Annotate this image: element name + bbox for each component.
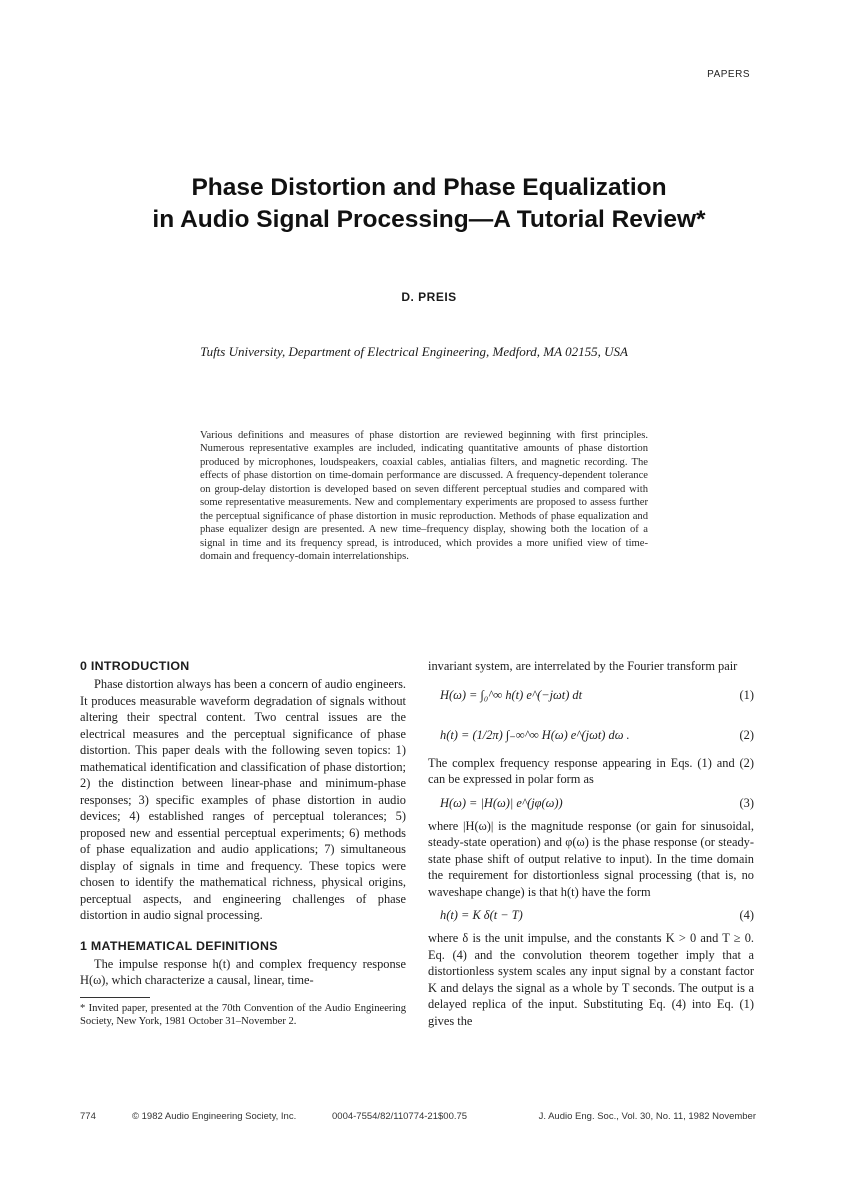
equation-3-expression: H(ω) = |H(ω)| e^(jφ(ω)) <box>440 795 563 810</box>
author-name: D. PREIS <box>401 290 457 304</box>
right-paragraph-1: invariant system, are interrelated by the Fourier transform pair <box>428 659 738 673</box>
abstract: Various definitions and measures of phase distortion are reviewed beginning with first principles. Numerous representative examples are included, indicating quantitative amounts of phase distortion produced by microphones, loudspeakers, coaxial cables, antialias filters, and magnetic recording. The effects of phase distortion on time-domain performance are discussed. A frequency-dependent tolerance on group-delay distortion is developed based on seven different perceptual studies and compared with some representative measurements. New and complementary experiments are proposed to assess further the perceptual significance of phase distortion in music reproduction. Methods of phase equalization and phase equalizer design are presented. A new time–frequency display, showing both the location of a signal in time and its frequency spread, is introduced, which provides a more unified view of time-domain and frequency-domain interrelationships. <box>200 429 648 563</box>
equation-3 <box>428 788 754 818</box>
equation-2 <box>428 715 754 755</box>
right-paragraph-4: where δ is the unit impulse, and the constants K > 0 and T ≥ 0. Eq. (4) and the convolution theorem together imply that a distortionless system scales any input signal by a constant factor K and delays the signal as a whole by T seconds. The output is a delayed replica of the input. Substituting Eq. (4) into Eq. (1) gives the <box>428 931 754 1028</box>
equation-1-expression: H(ω) = ∫₀^∞ h(t) e^(−jωt) dt <box>440 687 583 702</box>
right-paragraph-2: The complex frequency response appearing in Eqs. (1) and (2) can be expressed in polar form as <box>428 755 754 786</box>
equation-2-expression: h(t) = (1/2π) ∫₋∞^∞ H(ω) e^(jωt) dω . <box>440 727 630 742</box>
right-column <box>428 658 754 1029</box>
math-paragraph: The impulse response h(t) and complex frequency response H(ω), which characterize a causal, linear, time- <box>80 956 406 987</box>
page-number: 774 <box>80 1111 96 1122</box>
equation-2-number: (2) <box>739 727 754 742</box>
copyright-notice: © 1982 Audio Engineering Society, Inc. <box>132 1111 297 1122</box>
footnote-rule <box>80 997 150 998</box>
right-paragraph-3: where |H(ω)| is the magnitude response (or gain for sinusoidal, steady-state operation) and φ(ω) is the phase response (or steady-state phase shift of output relative to input). In the time domain the requirement for distortionless signal processing (that is, no waveshape change) is that h(t) have the form <box>428 818 754 899</box>
equation-4-number: (4) <box>739 908 754 922</box>
article-title <box>0 172 858 236</box>
title-line-2: in Audio Signal Processing—A Tutorial Review* <box>152 206 706 233</box>
equation-3-number: (3) <box>739 795 754 810</box>
title-line-1: Phase Distortion and Phase Equalization <box>191 174 667 201</box>
section-heading-math: 1 MATHEMATICAL DEFINITIONS <box>80 938 278 953</box>
section-gap <box>80 924 406 936</box>
equation-4-expression: h(t) = K δ(t − T) <box>440 908 523 922</box>
equation-4 <box>428 900 754 930</box>
left-column <box>80 656 406 1028</box>
section-tag: PAPERS <box>707 69 750 80</box>
equation-1-number: (1) <box>739 687 754 702</box>
section-heading-introduction: 0 INTRODUCTION <box>80 659 190 673</box>
introduction-paragraph: Phase distortion always has been a concern of audio engineers. It produces measurable waveform degradation of signals without altering their spectral content. Two central issues are the electrical measures and the perceptual significance of phase distortion. This paper deals with the following seven topics: 1) mathematical identification and classification of phase distortion; 2) the distinction between linear-phase and minimum-phase responses; 3) specific examples of phase distortion in audio devices; 4) established ranges of perceptual tolerances; 5) proposed new and essential perceptual experiments; 6) methods of phase equalization and audio applications; 7) simultaneous display of signals in time and frequency. These topics were chosen to identify the mathematical richness, physical origins, perceptual aspects, and engineering challenges of phase distortion in audio signal processing. <box>80 677 406 922</box>
equation-1 <box>428 675 754 715</box>
page-footer <box>80 1111 756 1125</box>
footnote: * Invited paper, presented at the 70th Convention of the Audio Engineering Society, New York, 1981 October 31–November 2. <box>80 1002 406 1027</box>
author-affiliation: Tufts University, Department of Electrical Engineering, Medford, MA 02155, USA <box>200 344 628 359</box>
article-code: 0004-7554/82/110774-21$00.75 <box>332 1111 468 1122</box>
journal-citation: J. Audio Eng. Soc., Vol. 30, No. 11, 1982 November <box>538 1111 756 1122</box>
